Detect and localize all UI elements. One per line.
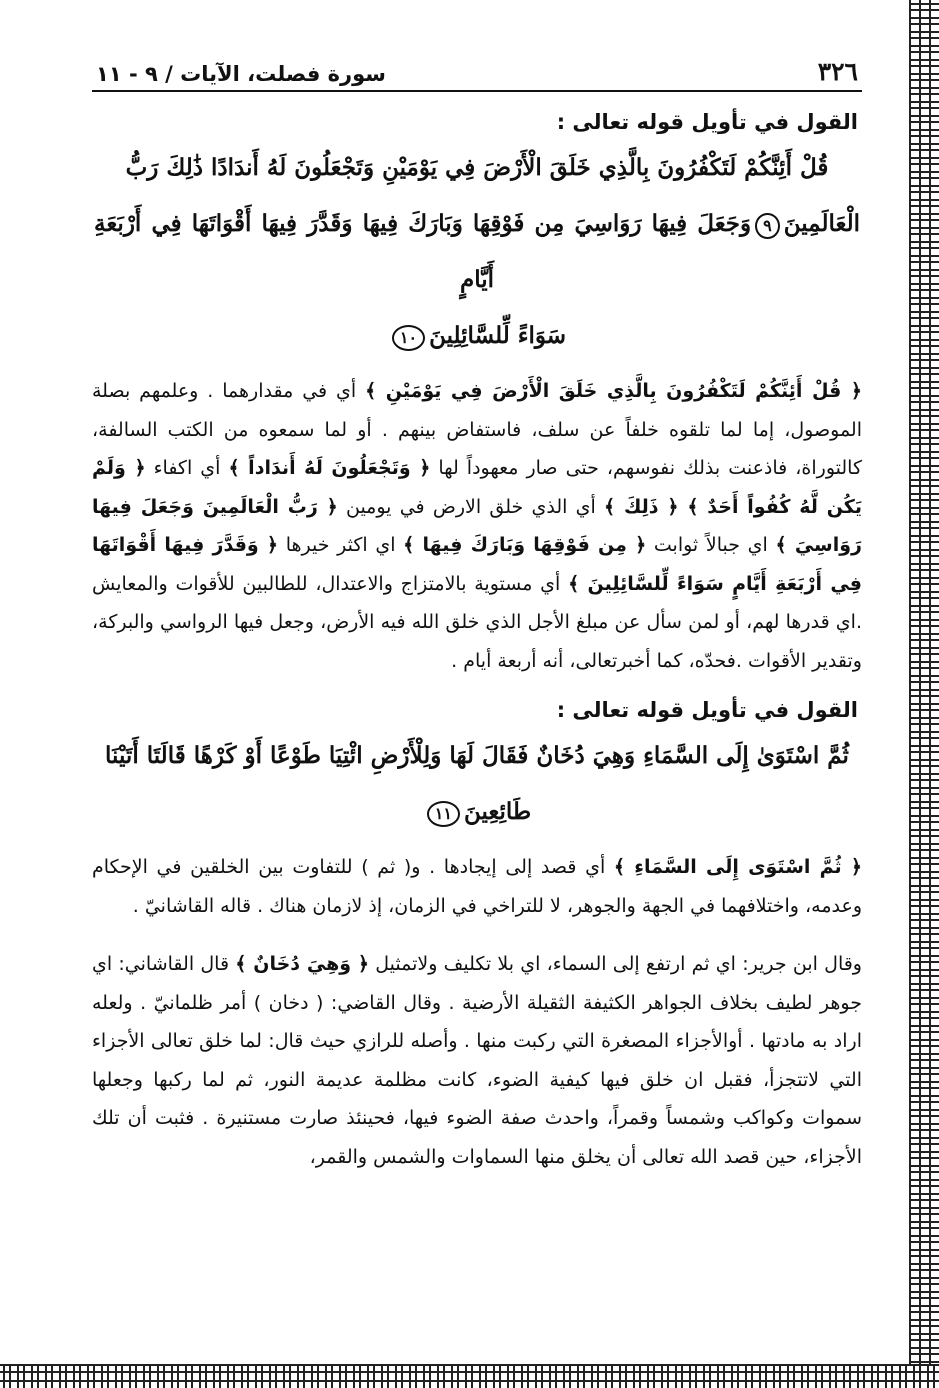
commentary-text: أي في مقدارهما . وعلمهم بصلة الموصول، إما لما تلقوه خلفاً عن سلف، فاستفاض بينهم . أو لما سمعوه من الكتب السالفة، كالتوراة، فاذعنت بذلك نفوسهم، حتى صار معهوداً لها	[92, 380, 862, 479]
ornamental-border-right	[909, 0, 939, 1388]
quoted-verse: ﴿ وَهِيَ دُخَانٌ ﴾	[235, 953, 370, 975]
commentary-text: أي الذي خلق الارض في يومين	[337, 495, 605, 518]
section-heading-1: القول في تأويل قوله تعالى :	[556, 110, 858, 134]
commentary-paragraph	[92, 372, 862, 680]
verse-text: طَائِعِينَ	[463, 798, 532, 825]
quran-verse-block-1	[92, 140, 862, 364]
commentary-text: قال القاشاني: اي جوهر لطيف بخلاف الجواهر الكثيفة الثقيلة الأرضية . وقال القاضي: ( دخان ) أمر ظلمانيّ . ولعله اراد به مادتها . أوالأجزاء المصغرة التي ركبت منها . وأصله للرازي حيث قال: لما خلق تعالى الأجزاء التي لاتتجزأ، فقبل ان خلق فيها كيفية الضوء، كانت مظلمة عديمة النور، ثم لما ركبها وجعلها سموات وكواكب وشمساً وقمراً، واحدث صفة الضوء فيها، فحينئذ صارت مستنيرة . فثبت أن تلك الأجزاء، حين قصد الله تعالى أن يخلق منها السماوات والشمس والقمر،	[92, 953, 862, 1168]
ornamental-border-bottom	[0, 1364, 939, 1388]
commentary-text: وقال ابن جرير: اي ثم ارتفع إلى السماء، اي بلا تكليف ولاتمثيل	[369, 953, 862, 975]
quoted-verse: ﴿ وَقَدَّرَ فِيهَا أَقْوَاتَهَا فِي أَرْبَعَةِ أَيَّامٍ سَوَاءً لِّلسَّائِلِينَ ﴾	[92, 534, 862, 595]
verse-text: الْعَالَمِينَ	[783, 210, 860, 237]
ayah-number-mark: ٩	[755, 213, 780, 239]
commentary-text: اي جبالاً ثوابت	[646, 534, 776, 556]
verse-line	[92, 196, 862, 308]
verse-text: سَوَاءً لِّلسَّائِلِينَ	[429, 322, 567, 349]
ayah-number-mark: ١٠	[392, 325, 425, 351]
page-header	[92, 46, 862, 92]
ayah-number-mark: ١١	[427, 801, 460, 827]
section-heading-2: القول في تأويل قوله تعالى :	[556, 698, 858, 722]
book-page	[92, 46, 862, 1176]
quoted-verse: ﴿ رَبُّ الْعَالَمِينَ وَجَعَلَ فِيهَا رَوَاسِيَ ﴾	[92, 495, 862, 556]
quoted-verse: ﴿ قُلْ أَئِنَّكُمْ لَتَكْفُرُونَ بِالَّذِي خَلَقَ الْأَرْضَ فِي يَوْمَيْنِ ﴾	[365, 380, 862, 402]
quoted-verse: ﴿ وَتَجْعَلُونَ لَهُ أَندَاداً ﴾	[228, 457, 431, 479]
commentary-text: اي اكثر خيرها	[278, 534, 404, 556]
commentary-text: أي اكفاء	[145, 457, 229, 479]
commentary-paragraph	[92, 848, 862, 925]
verse-text: وَجَعَلَ فِيهَا رَوَاسِيَ مِن فَوْقِهَا وَبَارَكَ فِيهَا وَقَدَّرَ فِيهَا أَقْوَاتَهَا فِي أَرْبَعَةِ أَيَّامٍ	[94, 210, 752, 293]
verse-line	[92, 308, 862, 364]
commentary-text: أي مستوية بالامتزاج والاعتدال، للطالبين للأقوات والمعايش .اي قدرها لهم، أو لمن سأل عن مبلغ الأجل الذي خلق الله فيه الأرض، وجعل فيها الرواسي والبركة، وتقدير الأقوات .فحدّه، كما أخبرتعالى، أنه أربعة أيام .	[92, 572, 862, 672]
verse-line: ثُمَّ اسْتَوَىٰ إِلَى السَّمَاءِ وَهِيَ دُخَانٌ فَقَالَ لَهَا وَلِلْأَرْضِ ائْتِيَا طَوْعًا أَوْ كَرْهًا قَالَتَا أَتَيْنَا	[105, 742, 849, 769]
commentary-paragraph	[92, 945, 862, 1176]
quoted-verse: ﴿ مِن فَوْقِهَا وَبَارَكَ فِيهَا ﴾	[403, 534, 647, 556]
quoted-verse: ﴿ وَلَمْ يَكُن لَّهُ كُفُواً أَحَدٌ ﴾ ﴿ ذَلِكَ ﴾	[92, 457, 862, 518]
verse-line	[92, 784, 862, 840]
verse-line: قُلْ أَئِنَّكُمْ لَتَكْفُرُونَ بِالَّذِي خَلَقَ الْأَرْضَ فِي يَوْمَيْنِ وَتَجْعَلُونَ لَهُ أَندَادًا ذَٰلِكَ رَبُّ	[125, 154, 829, 181]
commentary-text: أي قصد إلى إيجادها . و( ثم ) للتفاوت بين الخلقين في الإحكام وعدمه، واختلافهما في الجهة والجوهر، لا للتراخي في الزمان، إذ لازمان هناك . قاله القاشانيّ .	[92, 856, 862, 917]
quran-verse-block-2	[92, 728, 862, 840]
running-title: سورة فصلت، الآيات / ٩ - ١١	[96, 62, 386, 86]
quoted-verse: ﴿ ثُمَّ اسْتَوَى إِلَى السَّمَاءِ ﴾	[613, 856, 862, 878]
page-number: ٣٢٦	[817, 57, 858, 86]
